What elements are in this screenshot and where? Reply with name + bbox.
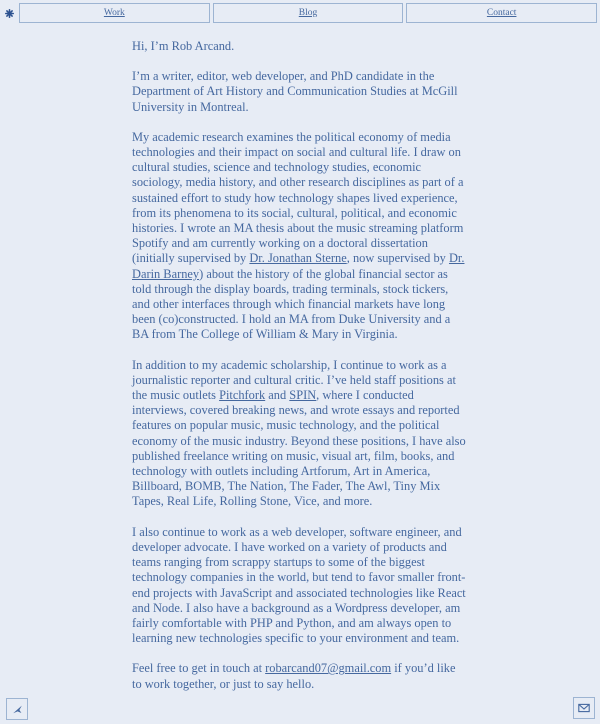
- link-dr-jonathan-sterne[interactable]: Dr. Jonathan Sterne: [249, 251, 347, 266]
- envelope-icon: [578, 703, 590, 713]
- about-paragraph: Hi, I’m Rob Arcand.: [132, 39, 235, 53]
- about-paragraph: I’m a writer, editor, web developer, and PhD candidate in the Department of Art History and Communication Studies at McGill University in Montreal.: [132, 69, 458, 114]
- about-paragraph: In addition to my academic scholarship, I continue to work as a journalistic reporter and cultural critic. I’ve held staff positions at the music outlets Pitchfork and SPIN, where I conducted interviews, covered breaking news, and wrote essays and reported features on popular music, music technology, and the political economy of the music industry. Beyond these positions, I have also published freelance writing on music, visual art, film, books, and technology with outlets including Artforum, Art in America, Billboard, BOMB, The Nation, The Fader, The Awl, Tiny Mix Tapes, Real Life, Rolling Stone, Vice, and more.: [132, 357, 466, 509]
- link-spin[interactable]: SPIN: [289, 388, 317, 403]
- top-navigation-bar: [0, 0, 600, 23]
- main-nav: [19, 3, 597, 23]
- site-logo: [0, 3, 19, 23]
- link-dr-darin-barney[interactable]: Dr. Darin Barney: [132, 251, 465, 281]
- nav-link-contact[interactable]: Contact: [406, 3, 597, 23]
- link-robarcand07-gmail-com[interactable]: robarcand07@gmail.com: [265, 661, 392, 676]
- nav-link-blog[interactable]: Blog: [213, 3, 404, 23]
- about-paragraph: Feel free to get in touch at robarcand07@gmail.com if you’d like to work together, or just to say hello.: [132, 661, 456, 691]
- email-button[interactable]: [573, 697, 595, 719]
- about-text: [132, 39, 468, 692]
- social-bird-button[interactable]: [6, 698, 28, 720]
- about-paragraph: My academic research examines the political economy of media technologies and their impact on social and cultural life. I draw on cultural studies, science and technology studies, economic sociology, media history, and other research disciplines as part of a sustained effort to study how technology shapes lived experience, from its phenomena to its social, cultural, political, and economic histories. I wrote an MA thesis about the music streaming platform Spotify and am currently working on a doctoral dissertation (initially supervised by Dr. Jonathan Sterne, now supervised by Dr. Darin Barney) about the history of the global financial sector as told through the display boards, trading terminals, stock tickers, and other interfaces through which financial markets have long been (co)constructed. I hold an MA from Duke University and a BA from The College of William & Mary in Virginia.: [132, 129, 465, 342]
- about-paragraph: I also continue to work as a web developer, software engineer, and developer advocate. I have worked on a variety of products and teams ranging from scrappy startups to some of the biggest technology companies in the world, but tend to favor smaller front-end projects with JavaScript and associated technologies like React and Node. I also have a background as a Wordpress developer, am fairly comfortable with PHP and Python, and am always open to learning new technologies specific to your environment and team.: [132, 524, 466, 646]
- bird-icon: [12, 704, 23, 715]
- link-pitchfork[interactable]: Pitchfork: [219, 388, 266, 403]
- asterisk-icon: [5, 9, 14, 18]
- nav-link-work[interactable]: Work: [19, 3, 210, 23]
